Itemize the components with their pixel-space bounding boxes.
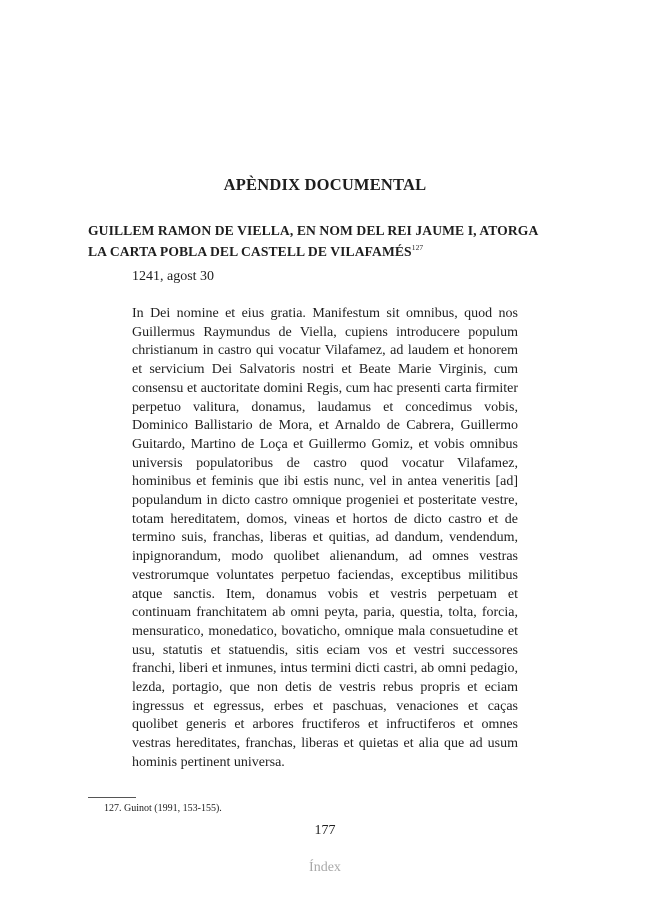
document-heading-line-2 [88, 241, 568, 262]
document-date: 1241, agost 30 [132, 269, 215, 284]
page-number: 177 [314, 823, 336, 838]
document-body-text: In Dei nomine et eius gratia. Manifestum sit omnibus, quod nos Guillermus Raymundus de Viella, cupiens introducere populum christianum in castro qui vocatur Vilafamez, ad laudem et honorem et servicium Dei Salvatoris nostri et Beate Marie Virginis, cum consensu et auctoritate domini Regis, cum hac presenti carta firmiter perpetuo valitura, donamus, laudamus et concedimus vobis, Dominico Ballistario de Mora, et Arnaldo de Cabrera, Guillermo Guitardo, Martino de Loça et Guillermo Gomiz, et vobis omnibus universis populatoribus de castro quod vocatur Vilafamez, hominibus et feminis que ibi estis nunc, vel in antea veneritis [ad] populandum in dicto castro omnique progeniei et posteritate vestre, totam hereditatem, domos, vineas et hortos de dicto castro et de termino suis, franchas, liberas et quitias, ad dandum, vendendum, inpignorandum, modo quolibet alienandum, ad omnes vestras vestrorumque voluntates perpetuo faciendas, exceptibus militibus atque sanctis. Item, donamus vobis et vestris perpetuam et continuam franchitatem ab omni peyta, paria, questia, tolta, forcia, mensuratico, monedatico, bovaticho, omnique mala consuetudine et usu, statutis et statuendis, sitis eciam vos et vestri successores franchi, liberi et inmunes, intus termini dicti castri, ab omni pedagio, lezda, portagio, que non detis de vestris rebus propris et eciam ingressus et egressus, erbes et paschuas, venaciones et caças quolibet generis et arbores fructiferos et infructiferos et omnes vestras hereditates, franchas, liberas et quietas et alia que ad usum hominis pertinent universa. [132, 306, 518, 770]
footnote-reference[interactable]: 127 [411, 243, 424, 252]
footnote-separator [88, 797, 136, 798]
document-heading-line-1: GUILLEM RAMON DE VIELLA, EN NOM DEL REI JAUME I, ATORGA [88, 223, 539, 238]
document-heading [88, 220, 568, 262]
footnote: 127. Guinot (1991, 153-155). [104, 803, 222, 814]
index-link[interactable]: Índex [309, 860, 341, 875]
section-title: APÈNDIX DOCUMENTAL [223, 175, 427, 194]
document-heading-line-2-text: LA CARTA POBLA DEL CASTELL DE VILAFAMÉS [88, 244, 412, 259]
